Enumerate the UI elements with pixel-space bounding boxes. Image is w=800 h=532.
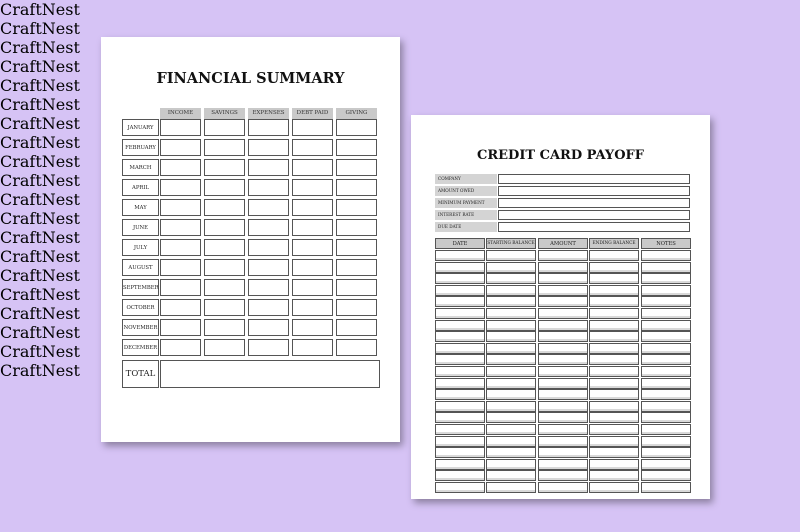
payment-cell (589, 343, 639, 354)
payment-cell (486, 354, 536, 365)
watermark-text: CraftNest (0, 304, 80, 323)
watermark-text: CraftNest (0, 190, 80, 209)
payment-cell (641, 401, 691, 412)
summary-cell (160, 199, 201, 216)
payment-cell (486, 250, 536, 261)
payment-cell (538, 378, 588, 389)
summary-cell (248, 179, 289, 196)
summary-cell (292, 219, 333, 236)
total-label: TOTAL (122, 360, 159, 388)
month-label: MAY (122, 199, 159, 216)
payment-cell (538, 482, 588, 493)
column-header: ENDING BALANCE (589, 238, 639, 249)
summary-cell (204, 199, 245, 216)
watermark-text: CraftNest (0, 171, 80, 190)
payment-cell (435, 262, 485, 273)
payment-cell (486, 447, 536, 458)
column-header: NOTES (641, 238, 691, 249)
summary-cell (292, 319, 333, 336)
summary-cell (248, 299, 289, 316)
payment-cell (538, 320, 588, 331)
payment-cell (641, 482, 691, 493)
info-field (498, 210, 690, 220)
summary-cell (336, 299, 377, 316)
payment-cell (486, 436, 536, 447)
payment-cell (641, 250, 691, 261)
payment-cell (435, 250, 485, 261)
payment-cell (435, 401, 485, 412)
payment-cell (538, 262, 588, 273)
payment-cell (589, 262, 639, 273)
summary-cell (336, 239, 377, 256)
payment-cell (641, 447, 691, 458)
payment-cell (538, 343, 588, 354)
column-header: EXPENSES (248, 108, 289, 119)
payment-cell (435, 412, 485, 423)
summary-cell (204, 279, 245, 296)
payment-cell (486, 343, 536, 354)
summary-cell (204, 119, 245, 136)
summary-cell (292, 279, 333, 296)
payment-cell (486, 331, 536, 342)
summary-cell (292, 199, 333, 216)
info-field (498, 198, 690, 208)
payment-cell (641, 273, 691, 284)
payment-cell (538, 447, 588, 458)
summary-cell (204, 319, 245, 336)
payment-cell (641, 459, 691, 470)
payment-cell (538, 401, 588, 412)
financial-summary-page (101, 37, 400, 442)
summary-cell (204, 219, 245, 236)
column-header: AMOUNT (538, 238, 588, 249)
month-label: DECEMBER (122, 339, 159, 356)
watermark-text: CraftNest (0, 95, 80, 114)
payment-cell (641, 436, 691, 447)
payment-cell (641, 412, 691, 423)
summary-cell (160, 179, 201, 196)
month-label: AUGUST (122, 259, 159, 276)
info-label: COMPANY (435, 174, 497, 184)
summary-cell (336, 139, 377, 156)
summary-cell (160, 339, 201, 356)
info-label: AMOUNT OWED (435, 186, 497, 196)
watermark-text: CraftNest (0, 114, 80, 133)
watermark-text: CraftNest (0, 266, 80, 285)
summary-cell (292, 299, 333, 316)
summary-cell (160, 239, 201, 256)
payment-cell (641, 470, 691, 481)
summary-cell (160, 219, 201, 236)
payment-cell (435, 354, 485, 365)
payment-cell (641, 424, 691, 435)
payment-cell (486, 262, 536, 273)
payment-cell (538, 308, 588, 319)
summary-cell (336, 259, 377, 276)
month-label: JANUARY (122, 119, 159, 136)
summary-cell (248, 139, 289, 156)
payment-cell (589, 296, 639, 307)
payment-cell (538, 296, 588, 307)
payment-cell (486, 482, 536, 493)
month-label: MARCH (122, 159, 159, 176)
payment-cell (641, 308, 691, 319)
payment-cell (486, 308, 536, 319)
payment-cell (486, 378, 536, 389)
watermark-text: CraftNest (0, 209, 80, 228)
payment-cell (641, 389, 691, 400)
summary-cell (160, 299, 201, 316)
payment-cell (435, 389, 485, 400)
payment-cell (435, 366, 485, 377)
payment-cell (435, 436, 485, 447)
payment-cell (486, 412, 536, 423)
payment-cell (538, 285, 588, 296)
month-label: APRIL (122, 179, 159, 196)
summary-cell (204, 299, 245, 316)
payment-cell (435, 424, 485, 435)
payment-cell (435, 320, 485, 331)
summary-cell (248, 259, 289, 276)
payment-cell (641, 285, 691, 296)
payment-cell (486, 296, 536, 307)
payment-cell (641, 366, 691, 377)
payment-cell (641, 343, 691, 354)
info-field (498, 174, 690, 184)
watermark-text: CraftNest (0, 285, 80, 304)
payment-cell (486, 273, 536, 284)
payment-cell (435, 308, 485, 319)
payment-cell (589, 424, 639, 435)
watermark-text: CraftNest (0, 323, 80, 342)
summary-cell (204, 139, 245, 156)
payment-cell (435, 285, 485, 296)
watermark-text: CraftNest (0, 342, 80, 361)
payment-cell (538, 412, 588, 423)
payment-cell (589, 331, 639, 342)
total-cell (160, 360, 380, 388)
summary-cell (336, 279, 377, 296)
watermark-text: CraftNest (0, 361, 80, 380)
summary-cell (248, 199, 289, 216)
summary-cell (204, 179, 245, 196)
payment-cell (589, 401, 639, 412)
payment-cell (589, 273, 639, 284)
payment-cell (538, 424, 588, 435)
financial-summary-title: FINANCIAL SUMMARY (156, 70, 345, 87)
watermark-text: CraftNest (0, 0, 80, 19)
info-label: DUE DATE (435, 222, 497, 232)
payment-cell (486, 459, 536, 470)
summary-cell (204, 159, 245, 176)
payment-cell (589, 320, 639, 331)
summary-cell (336, 119, 377, 136)
column-header: DEBT PAID (292, 108, 333, 119)
summary-cell (336, 159, 377, 176)
watermark-text: CraftNest (0, 228, 80, 247)
summary-cell (248, 159, 289, 176)
month-label: JULY (122, 239, 159, 256)
summary-cell (248, 239, 289, 256)
payment-cell (435, 470, 485, 481)
payment-cell (641, 331, 691, 342)
watermark-text: CraftNest (0, 38, 80, 57)
watermark-text: CraftNest (0, 152, 80, 171)
payment-cell (641, 262, 691, 273)
column-header: INCOME (160, 108, 201, 119)
summary-cell (336, 219, 377, 236)
payment-cell (435, 331, 485, 342)
payment-cell (538, 354, 588, 365)
summary-cell (292, 259, 333, 276)
watermark-text: CraftNest (0, 133, 80, 152)
watermark-text: CraftNest (0, 247, 80, 266)
month-label: OCTOBER (122, 299, 159, 316)
payment-cell (589, 285, 639, 296)
payment-cell (589, 447, 639, 458)
payment-cell (486, 320, 536, 331)
summary-cell (248, 119, 289, 136)
payment-cell (435, 273, 485, 284)
summary-cell (160, 119, 201, 136)
credit-card-payoff-page (411, 115, 710, 499)
summary-cell (336, 179, 377, 196)
payment-cell (486, 366, 536, 377)
payment-cell (538, 470, 588, 481)
payment-cell (538, 273, 588, 284)
payment-cell (538, 389, 588, 400)
watermark-text: CraftNest (0, 76, 80, 95)
payment-cell (641, 320, 691, 331)
column-header: STARTING BALANCE (486, 238, 536, 249)
summary-cell (292, 239, 333, 256)
summary-cell (160, 139, 201, 156)
watermark-text: CraftNest (0, 57, 80, 76)
payment-cell (589, 436, 639, 447)
payment-cell (486, 470, 536, 481)
credit-card-payoff-title: CREDIT CARD PAYOFF (477, 148, 644, 163)
info-field (498, 186, 690, 196)
payment-cell (486, 401, 536, 412)
payment-cell (486, 424, 536, 435)
month-label: SEPTEMBER (122, 279, 159, 296)
column-header: SAVINGS (204, 108, 245, 119)
payment-cell (538, 366, 588, 377)
payment-cell (641, 354, 691, 365)
summary-cell (160, 279, 201, 296)
payment-cell (435, 378, 485, 389)
summary-cell (248, 279, 289, 296)
payment-cell (435, 343, 485, 354)
column-header: DATE (435, 238, 485, 249)
summary-cell (204, 239, 245, 256)
month-label: FEBRUARY (122, 139, 159, 156)
summary-cell (336, 339, 377, 356)
payment-cell (538, 436, 588, 447)
payment-cell (538, 250, 588, 261)
payment-cell (589, 366, 639, 377)
summary-cell (248, 339, 289, 356)
payment-cell (435, 447, 485, 458)
month-label: NOVEMBER (122, 319, 159, 336)
column-header: GIVING (336, 108, 377, 119)
summary-cell (292, 119, 333, 136)
payment-cell (538, 331, 588, 342)
payment-cell (589, 389, 639, 400)
payment-cell (486, 389, 536, 400)
info-label: INTEREST RATE (435, 210, 497, 220)
summary-cell (248, 219, 289, 236)
payment-cell (589, 308, 639, 319)
payment-cell (435, 482, 485, 493)
summary-cell (204, 339, 245, 356)
payment-cell (589, 470, 639, 481)
info-label: MINIMUM PAYMENT (435, 198, 497, 208)
payment-cell (589, 354, 639, 365)
summary-cell (160, 159, 201, 176)
summary-cell (160, 319, 201, 336)
summary-cell (248, 319, 289, 336)
payment-cell (589, 378, 639, 389)
payment-cell (435, 459, 485, 470)
payment-cell (589, 482, 639, 493)
payment-cell (486, 285, 536, 296)
info-field (498, 222, 690, 232)
summary-cell (292, 179, 333, 196)
watermark-text: CraftNest (0, 19, 80, 38)
summary-cell (292, 159, 333, 176)
payment-cell (589, 459, 639, 470)
payment-cell (589, 250, 639, 261)
summary-cell (160, 259, 201, 276)
summary-cell (292, 139, 333, 156)
payment-cell (641, 296, 691, 307)
payment-cell (538, 459, 588, 470)
payment-cell (589, 412, 639, 423)
summary-cell (336, 199, 377, 216)
summary-cell (336, 319, 377, 336)
payment-cell (641, 378, 691, 389)
month-label: JUNE (122, 219, 159, 236)
payment-cell (435, 296, 485, 307)
summary-cell (292, 339, 333, 356)
summary-cell (204, 259, 245, 276)
